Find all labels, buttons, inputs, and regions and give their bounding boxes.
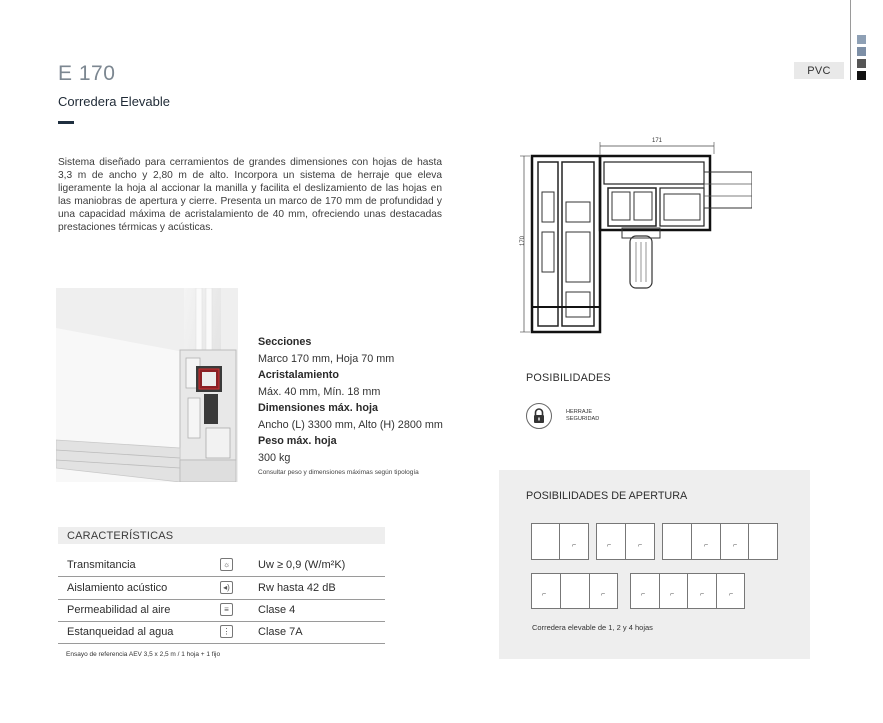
opening-pane: ⌐ (596, 523, 626, 560)
opening-pane (560, 573, 590, 609)
spec-acristalamiento-heading: Acristalamiento (258, 369, 340, 381)
opening-pane: ⌐ (659, 573, 688, 609)
row-label: Transmitancia (67, 559, 136, 571)
technical-specs (258, 334, 478, 478)
width-dimension: 171 (652, 138, 663, 144)
row-value: Clase 7A (258, 626, 303, 638)
lock-icon (527, 404, 551, 428)
row-label: Permeabilidad al aire (67, 604, 171, 616)
row-value: Clase 4 (258, 604, 296, 616)
opening-pane: ⌐ (589, 573, 618, 609)
row-label: Estanqueidad al agua (67, 626, 174, 638)
profile-section-drawing (512, 132, 752, 342)
page-subtitle: Corredera Elevable (58, 94, 171, 109)
opening-pane: ⌐ (691, 523, 721, 560)
height-dimension: 170 (520, 235, 526, 246)
characteristics-header: CARACTERÍSTICAS (58, 527, 385, 544)
spec-dimensiones-value: Ancho (L) 3300 mm, Alto (H) 2800 mm (258, 418, 443, 431)
spec-secciones-heading: Secciones (258, 336, 312, 348)
edge-divider (850, 0, 851, 80)
spec-peso-heading: Peso máx. hoja (258, 435, 337, 447)
lock-label-line1: HERRAJE (566, 409, 593, 415)
table-row (58, 577, 385, 600)
thermal-icon: ☼ (220, 558, 233, 571)
color-swatch-1 (857, 35, 866, 44)
row-label: Aislamiento acústico (67, 582, 168, 594)
table-row (58, 554, 385, 577)
opening-pane: ⌐ (625, 523, 655, 560)
color-swatch-2 (857, 47, 866, 56)
page-title: E 170 (58, 62, 116, 85)
possibilities-title: POSIBILIDADES (526, 372, 611, 384)
color-swatch-3 (857, 59, 866, 68)
table-row (58, 599, 385, 622)
spec-peso-value: 300 kg (258, 451, 291, 464)
table-row (58, 621, 385, 644)
opening-pane (748, 523, 778, 560)
title-underline (58, 121, 74, 124)
spec-acristalamiento-value: Máx. 40 mm, Mín. 18 mm (258, 385, 381, 398)
color-swatch-4 (857, 71, 866, 80)
opening-pane: ⌐ (687, 573, 717, 609)
lock-icon-circle (526, 403, 552, 429)
row-value: Uw ≥ 0,9 (W/m²K) (258, 559, 346, 571)
spec-dimensiones-heading: Dimensiones máx. hoja (258, 402, 379, 414)
opening-pane (662, 523, 692, 560)
product-profile-image (56, 288, 238, 482)
spec-note: Consultar peso y dimensiones máximas según tipología (258, 469, 419, 476)
opening-pane: ⌐ (720, 523, 749, 560)
opening-pane: ⌐ (716, 573, 745, 609)
material-badge: PVC (794, 62, 844, 79)
air-icon: ≡ (220, 603, 233, 616)
opening-pane: ⌐ (559, 523, 589, 560)
product-description: Sistema diseñado para cerramientos de grandes dimensiones con hojas de hasta 3,3 m de ancho y 2,80 m de alto. Incorpora un sistema de herraje que eleva ligeramente la hoja al accionar la manilla y facilita el deslizamiento de las hojas en las maniobras de apertura y cierre. Presenta un marco de 170 mm de profundidad y una capacidad máxima de acristalamiento de 40 mm, ofreciendo unas destacadas prestaciones térmicas y acústicas. (58, 157, 442, 233)
opening-pane: ⌐ (531, 573, 561, 609)
lock-label-line2: SEGURIDAD (566, 416, 600, 422)
test-reference-note: Ensayo de referencia AEV 3,5 x 2,5 m / 1 hoja + 1 fijo (66, 651, 221, 658)
row-value: Rw hasta 42 dB (258, 582, 336, 594)
water-icon: ⋮ (220, 625, 233, 638)
opening-pane: ⌐ (630, 573, 660, 609)
opening-options-title: POSIBILIDADES DE APERTURA (526, 490, 688, 502)
spec-secciones-value: Marco 170 mm, Hoja 70 mm (258, 352, 395, 365)
sound-icon: ◂) (220, 581, 233, 594)
lock-label (566, 409, 599, 423)
opening-options-note: Corredera elevable de 1, 2 y 4 hojas (532, 623, 653, 632)
opening-pane (531, 523, 560, 560)
